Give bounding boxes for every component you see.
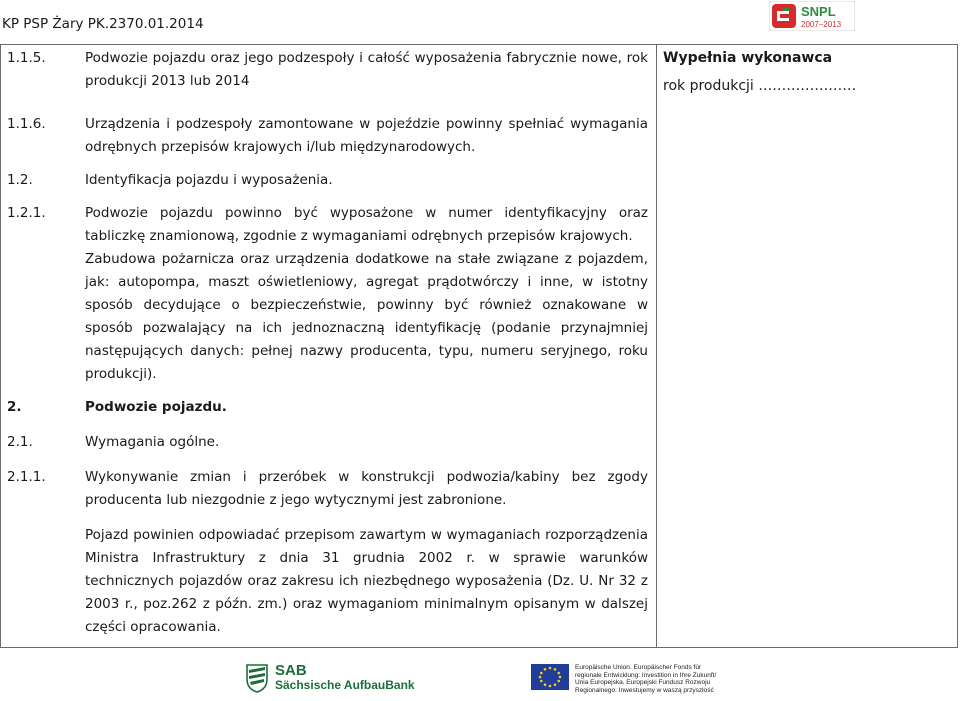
row-text: Urządzenia i podzespoły zamontowane w pojeździe powinny spełniać wymagania odrębnych przepisów krajowych i/lub międzynarodowych. — [85, 116, 648, 155]
row-text: Podwozie pojazdu powinno być wyposażone w numer identyfikacyjny oraz tabliczkę znamionową, zgodnie z wymaganiami odrębnych przepisów krajowych. — [85, 205, 648, 244]
row-number: 2.1.1. — [7, 469, 46, 485]
row-text: Wykonywanie zmian i przeróbek w konstrukcji podwozia/kabiny bez zgody producenta lub niezgodnie z jego wytycznymi jest zabronione. — [85, 469, 648, 508]
row-text: Podwozie pojazdu. — [85, 399, 227, 415]
paragraph-gap — [85, 512, 648, 524]
eu-flag-icon — [531, 664, 569, 690]
row-1-1-6 — [1, 113, 656, 159]
row-1-1-5 — [1, 47, 656, 93]
row-number: 1.2.1. — [7, 205, 46, 221]
eu-funding-logo — [531, 664, 716, 694]
row-text-block — [85, 466, 656, 639]
snpl-logo — [769, 1, 855, 31]
sab-logo-name: SAB — [275, 662, 307, 679]
sab-logo-full-name: Sächsische AufbauBank — [275, 678, 415, 692]
row-2-1 — [1, 431, 656, 454]
row-number: 1.2. — [7, 172, 33, 188]
row-text: Identyfikacja pojazdu i wyposażenia. — [85, 172, 333, 188]
row-text-continued: Zabudowa pożarnicza oraz urządzenia dodatkowe na stałe związane z pojazdem, jak: autopompa, maszt oświetleniowy, agregat prądotwórczy i inne, w istotny sposób decydujące o bezpieczeństwie, powinny być również oznakowane w sposób pozwalający na ich jednoznaczną identyfikację (podanie przynajmniej następujących danych: pełnej nazwy producenta, typu, numeru seryjnego, roku produkcji). — [85, 251, 648, 382]
snpl-logo-name: SNPL — [801, 4, 836, 19]
eu-text-line: Europäische Union. Europäischer Fonds für — [575, 664, 702, 671]
row-2-1-1 — [1, 466, 656, 639]
eu-text-line: Unia Europejska. Europejski Fundusz Rozwoju — [575, 679, 711, 686]
row-number: 2.1. — [7, 434, 33, 450]
row-number: 1.1.6. — [7, 116, 46, 132]
row-1-2 — [1, 169, 656, 192]
contractor-column — [657, 45, 958, 648]
eu-text-line: Regionalnego: Inwestujemy w waszą przyszłość — [575, 686, 714, 694]
row-2 — [1, 396, 656, 419]
row-1-2-1 — [1, 202, 656, 386]
snpl-logo-years: 2007–2013 — [801, 20, 842, 29]
sab-emblem-icon — [245, 663, 269, 693]
row-text-block — [85, 202, 656, 386]
requirements-table — [0, 44, 958, 648]
row-text: Podwozie pojazdu oraz jego podzespoły i całość wyposażenia fabrycznie nowe, rok produkcji 2013 lub 2014 — [85, 50, 648, 89]
production-year-field[interactable]: rok produkcji ………………… — [663, 78, 857, 94]
row-number: 1.1.5. — [7, 50, 46, 66]
row-number: 2. — [7, 399, 22, 415]
document-reference: KP PSP Żary PK.2370.01.2014 — [2, 16, 204, 32]
row-text: Wymagania ogólne. — [85, 434, 220, 450]
sab-logo — [245, 663, 415, 693]
requirements-cell — [1, 45, 657, 648]
row-text-continued: Pojazd powinien odpowiadać przepisom zawartym w wymaganiach rozporządzenia Ministra Infrastruktury z dnia 31 grudnia 2002 r. w sprawie warunków technicznych pojazdów oraz zakresu ich niezbędnego wyposażenia (Dz. U. Nr 32 z 2003 r., poz.262 z późn. zm.) oraz wymaganiom minimalnym opisanym w dalszej części opracowania. — [85, 527, 648, 635]
contractor-column-title: Wypełnia wykonawca — [663, 50, 833, 66]
eu-text-line: regionale Entwicklung: Investition in Ihre Zukunft/ — [575, 671, 717, 679]
